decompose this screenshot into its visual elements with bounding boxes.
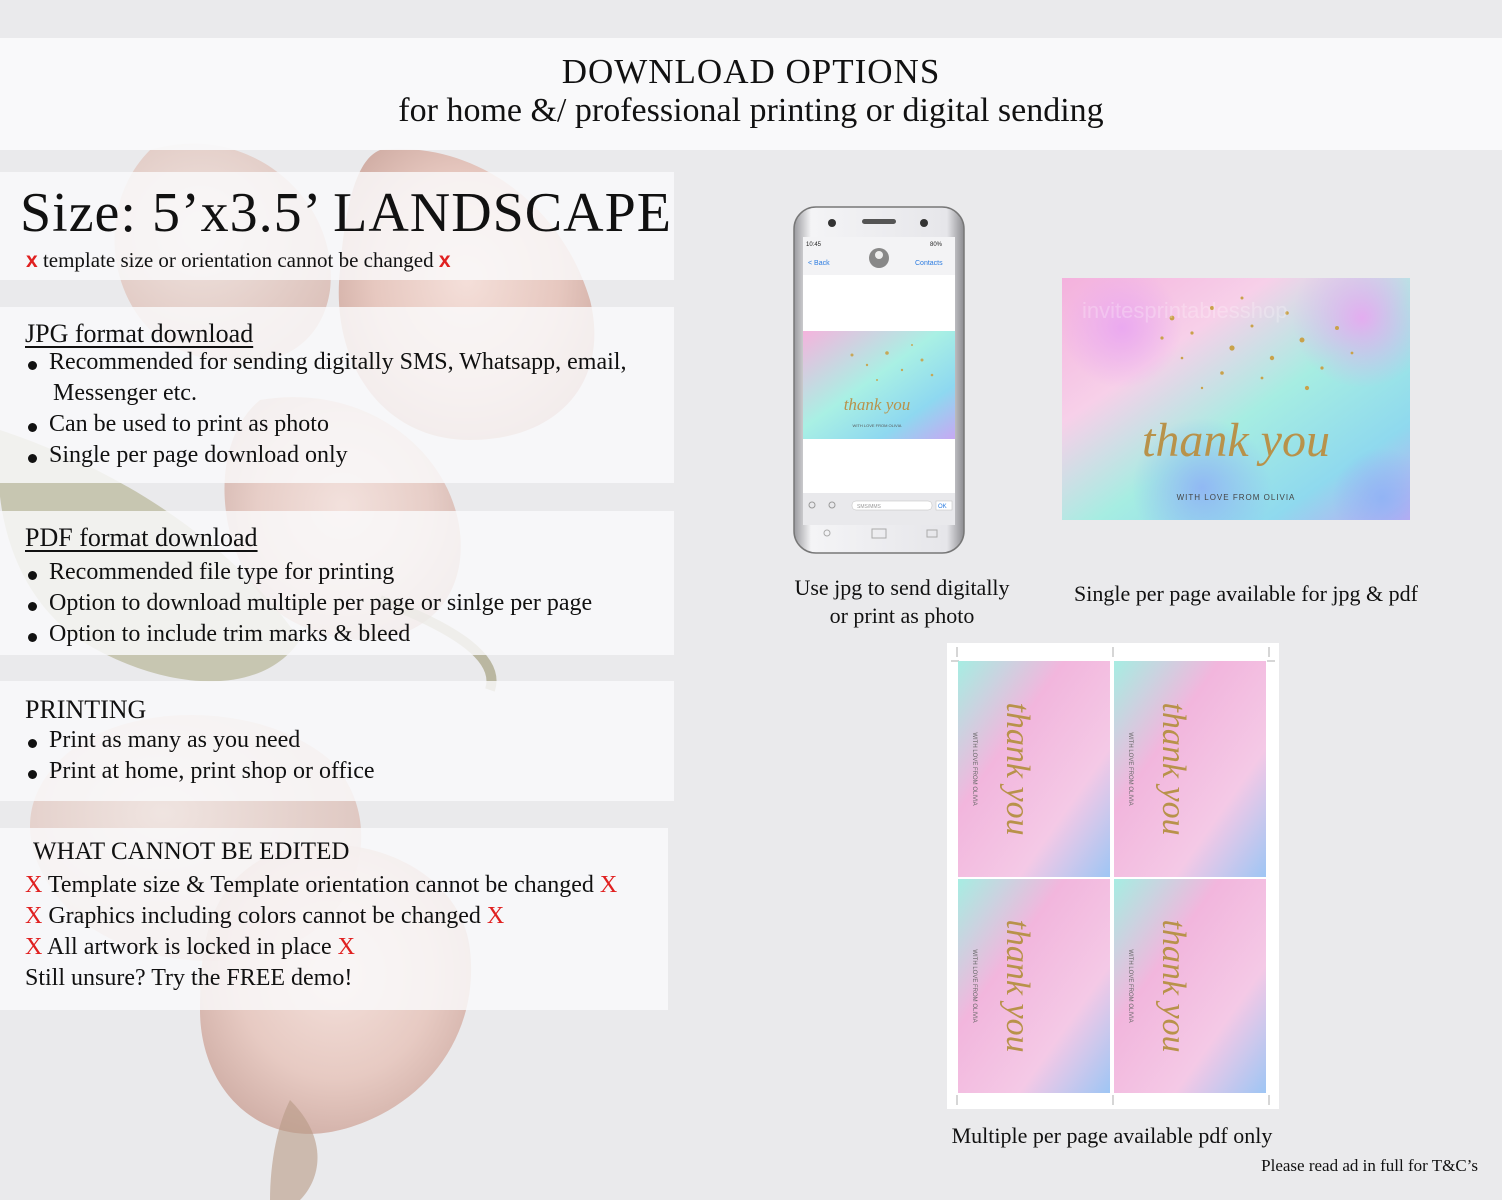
cannot-edit-panel [0,828,668,1010]
printing-panel [0,681,674,801]
footnote: Please read ad in full for T&C’s [1261,1156,1478,1175]
x-mark-icon: X [486,903,505,929]
list-item: Recommended file type for printing [25,557,592,588]
svg-text:thank you: thank you [999,702,1036,836]
pdf-section-title: PDF format download [25,523,258,552]
size-panel [0,172,674,280]
list-item: Can be used to print as photo [25,409,626,440]
list-item: Option to download multiple per page or sinlge per page [25,588,592,619]
phone-mockup [792,205,966,555]
phone-sms-input: SMS/MMS [857,504,881,510]
card-sub-text: WITH LOVE FROM OLIVIA [1176,493,1296,502]
phone-ok-button: OK [938,504,947,510]
multi-card-grid [947,643,1279,1109]
x-mark-icon: X [25,934,43,960]
x-mark-icon: x [438,249,451,272]
list-item: X Graphics including colors cannot be changed X [25,903,505,929]
svg-text:WITH LOVE FROM OLIVIA: WITH LOVE FROM OLIVIA [971,732,977,806]
phone-back-link: < Back [808,260,830,267]
list-item: Option to include trim marks & bleed [25,619,592,650]
phone-caption: Use jpg to send digitally or print as photo [794,575,1010,628]
multi-per-page-sheet [947,643,1279,1109]
multi-card [958,661,1110,877]
page-subtitle: for home &/ professional printing or digital sending [398,92,1104,129]
x-mark-icon: x [26,249,38,272]
demo-text: Still unsure? Try the FREE demo! [25,965,353,991]
svg-text:WITH LOVE FROM OLIVIA: WITH LOVE FROM OLIVIA [1127,732,1133,806]
list-item: X All artwork is locked in place X [25,934,355,960]
multi-card [958,879,1110,1093]
phone-time: 10:45 [806,242,822,248]
phone-battery: 80% [930,242,943,248]
phone-card-sub: WITH LOVE FROM OLIVIA [852,423,902,428]
svg-text:thank you: thank you [999,919,1036,1053]
size-note-text: template size or orientation cannot be changed [42,248,434,272]
x-mark-icon: X [599,872,618,898]
phone-card-script: thank you [843,395,911,414]
card-watermark: invitesprintablesshop [1082,298,1288,323]
card-script-text: thank you [1142,414,1330,467]
multi-card [1114,879,1266,1093]
cannot-edit-list [25,870,617,994]
list-item: Single per page download only [25,440,626,471]
size-title: Size: 5’x3.5’ LANDSCAPE [20,182,672,244]
cannot-edit-title: WHAT CANNOT BE EDITED [33,838,350,865]
svg-text:thank you: thank you [1155,919,1192,1053]
x-mark-icon: X [25,872,43,898]
x-mark-icon: X [337,934,355,960]
printing-section-title: PRINTING [25,695,147,724]
multiple-caption: Multiple per page available pdf only [951,1123,1273,1148]
list-item: Recommended for sending digitally SMS, Whatsapp, email, Messenger etc. [25,347,626,409]
svg-text:WITH LOVE FROM OLIVIA: WITH LOVE FROM OLIVIA [971,949,977,1023]
svg-text:WITH LOVE FROM OLIVIA: WITH LOVE FROM OLIVIA [1127,949,1133,1023]
multi-card [1114,661,1266,877]
header-banner [0,38,1502,150]
printing-bullet-list [25,725,375,787]
phone-contacts-link: Contacts [915,260,943,267]
list-item: Print as many as you need [25,725,375,756]
jpg-section-title: JPG format download [25,319,254,348]
jpg-bullet-list [25,347,626,471]
jpg-format-panel [0,307,674,483]
single-card-preview [1062,278,1410,520]
x-mark-icon: X [25,903,43,929]
list-item: X Template size & Template orientation cannot be changed X [25,872,618,898]
single-caption: Single per page available for jpg & pdf [1074,581,1418,606]
page-title: DOWNLOAD OPTIONS [561,52,941,91]
svg-text:thank you: thank you [1155,702,1192,836]
pdf-bullet-list [25,557,592,650]
list-item: Print at home, print shop or office [25,756,375,787]
size-note [26,248,451,273]
pdf-format-panel [0,511,674,655]
